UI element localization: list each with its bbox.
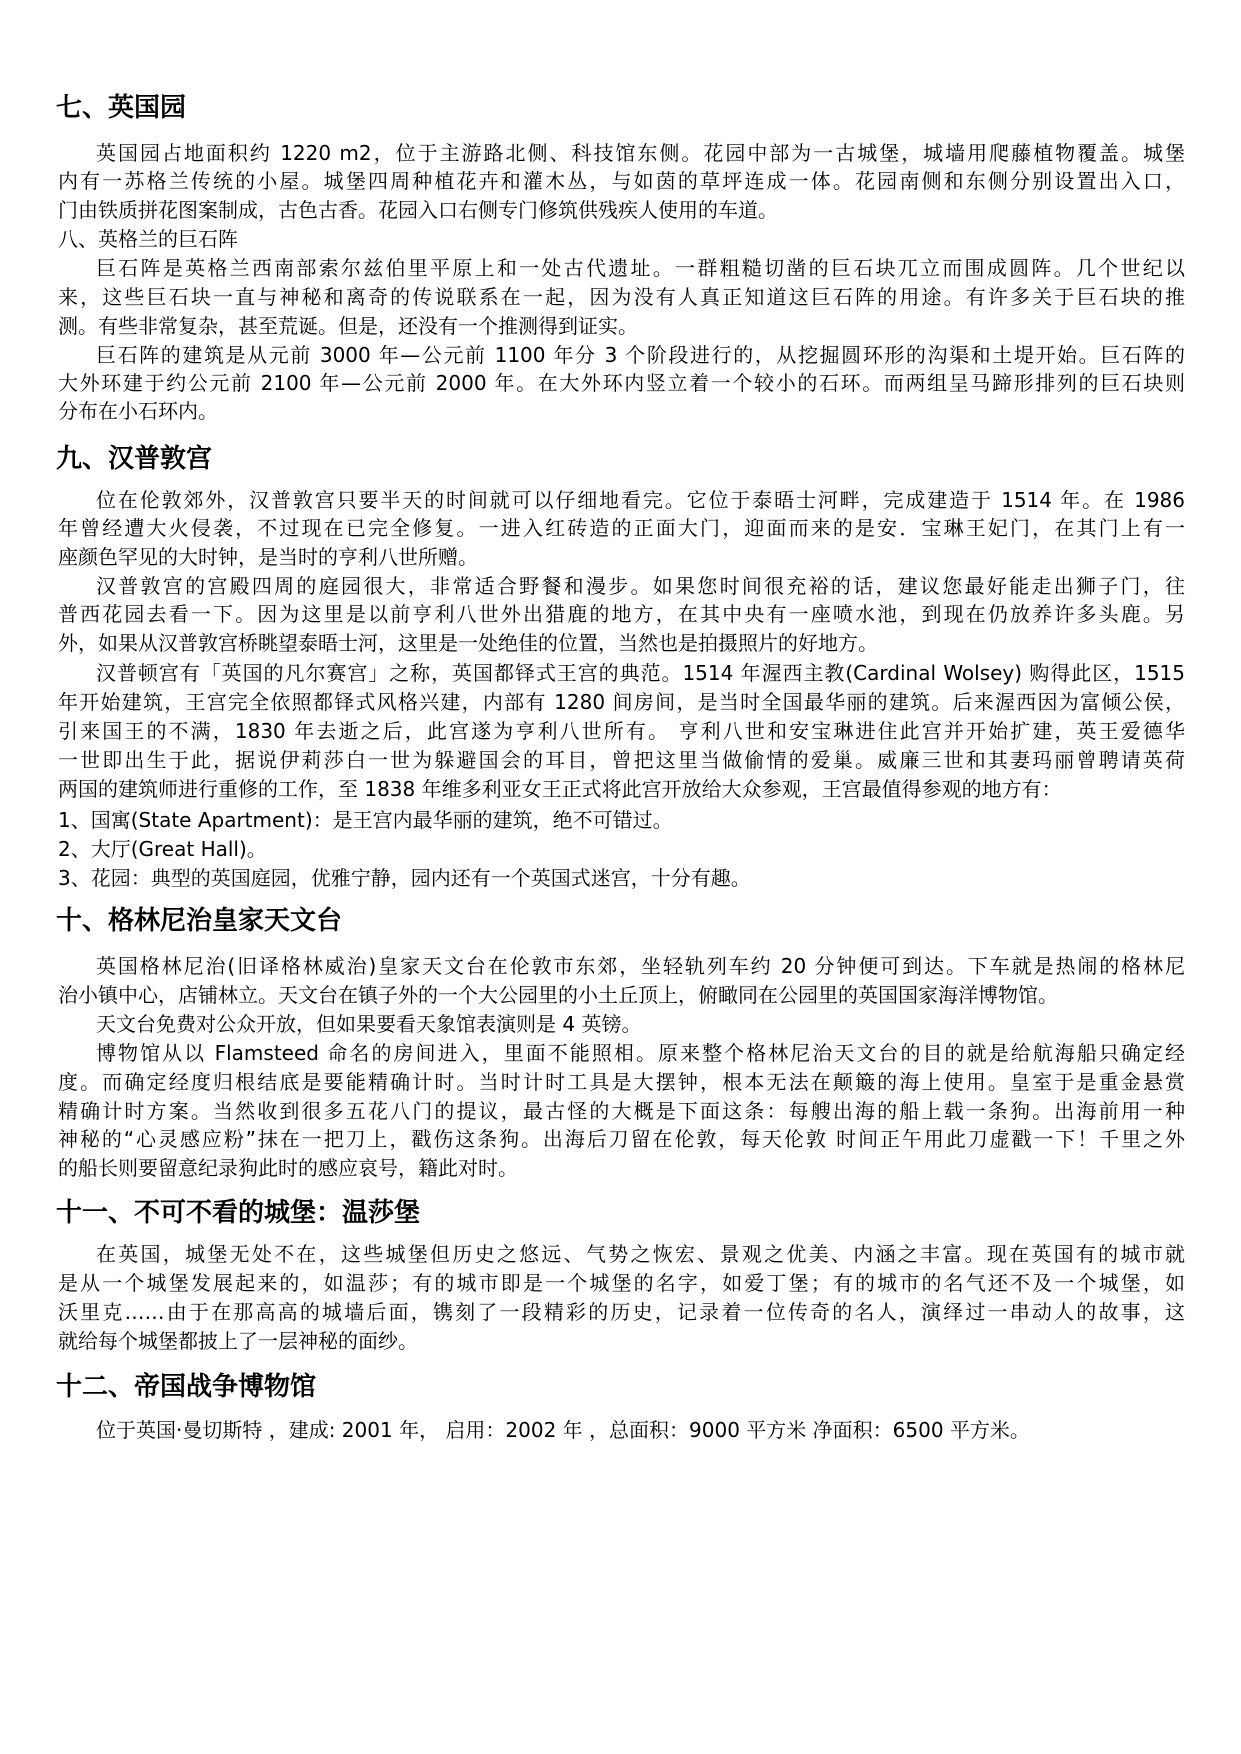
paragraph-line: 度。而确定经度归根结底是要能精确计时。当时计时工具是大摆钟，根本无法在颠簸的海上使用。皇室于是重金悬赏: [58, 1070, 1185, 1094]
paragraph-line: 位在伦敦郊外，汉普敦宫只要半天的时间就可以仔细地看完。它位于泰晤士河畔，完成建造于 1514 年。在 1986: [96, 488, 1185, 512]
section-heading: 十一、不可不看的城堡：温莎堡: [56, 1198, 421, 1228]
paragraph-line: 来，这些巨石块一直与神秘和离奇的传说联系在一起，因为没有人真正知道这巨石阵的用途。有许多关于巨石块的推: [58, 285, 1185, 309]
section-heading: 七、英国园: [56, 93, 187, 123]
paragraph-line: 巨石阵是英格兰西南部索尔兹伯里平原上和一处古代遗址。一群粗糙切凿的巨石块兀立而围成圆阵。几个世纪以: [96, 256, 1185, 280]
paragraph-line: 博物馆从以 Flamsteed 命名的房间进入，里面不能照相。原来整个格林尼治天文台的目的就是给航海船只确定经: [96, 1041, 1185, 1065]
paragraph-line: 是从一个城堡发展起来的，如温莎；有的城市即是一个城堡的名字，如爱丁堡；有的城市的名气还不及一个城堡，如: [58, 1271, 1185, 1295]
paragraph-line: 在英国，城堡无处不在，这些城堡但历史之悠远、气势之恢宏、景观之优美、内涵之丰富。现在英国有的城市就: [96, 1242, 1185, 1266]
paragraph-line: 的船长则要留意纪录狗此时的感应哀号，籍此对时。: [58, 1156, 518, 1180]
paragraph-line: 治小镇中心，店铺林立。天文台在镇子外的一个大公园里的小土丘顶上，俯瞰同在公园里的英国国家海洋博物馆。: [58, 983, 1058, 1007]
paragraph-line: 英国格林尼治(旧译格林威治)皇家天文台在伦敦市东郊，坐轻轨列车约 20 分钟便可到达。下车就是热闹的格林尼: [96, 954, 1185, 978]
paragraph-line: 内有一苏格兰传统的小屋。城堡四周种植花卉和灌木丛，与如茵的草坪连成一体。花园南侧和东侧分别设置出入口，: [58, 169, 1185, 193]
paragraph-line: 一世即出生于此，据说伊莉莎白一世为躲避国会的耳目，曾把这里当做偷情的爱巢。威廉三世和其妻玛丽曾聘请英荷: [58, 748, 1185, 772]
paragraph-line: 座颜色罕见的大时钟，是当时的亨利八世所赠。: [58, 545, 478, 569]
list-item: 3、花园：典型的英国庭园，优雅宁静，园内还有一个英国式迷宫，十分有趣。: [58, 866, 751, 890]
list-item: 1、国寓(State Apartment)：是王宫内最华丽的建筑，绝不可错过。: [58, 808, 673, 832]
paragraph-line: 引来国王的不满，1830 年去逝之后，此宫遂为亨利八世所有。 亨利八世和安宝琳进住此宫并开始扩建，英王爱德华: [58, 719, 1185, 743]
paragraph-line: 汉普顿宫有「英国的凡尔赛宫」之称，英国都铎式王宫的典范。1514 年渥西主教(Cardinal Wolsey) 购得此区，1515: [96, 661, 1185, 685]
paragraph-line: 年曾经遭大火侵袭，不过现在已完全修复。一进入红砖造的正面大门，迎面而来的是安．宝琳王妃门，在其门上有一: [58, 516, 1185, 540]
paragraph-line: 门由铁质拼花图案制成，古色古香。花园入口右侧专门修筑供残疾人使用的车道。: [58, 198, 778, 222]
paragraph-line: 英国园占地面积约 1220 m2，位于主游路北侧、科技馆东侧。花园中部为一古城堡，城墙用爬藤植物覆盖。城堡: [96, 141, 1185, 165]
paragraph-line: 大外环建于约公元前 2100 年—公元前 2000 年。在大外环内竖立着一个较小的石环。而两组呈马蹄形排列的巨石块则: [58, 371, 1185, 395]
section-heading: 九、汉普敦宫: [56, 444, 213, 474]
paragraph-line: 天文台免费对公众开放，但如果要看天象馆表演则是 4 英镑。: [96, 1012, 642, 1036]
paragraph-line: 两国的建筑师进行重修的工作，至 1838 年维多利亚女王正式将此宫开放给大众参观，王宫最值得参观的地方有：: [58, 777, 1062, 801]
paragraph-line: 普西花园去看一下。因为这里是以前亨利八世外出猎鹿的地方，在其中央有一座喷水池，到现在仍放养许多头鹿。另: [58, 602, 1185, 626]
paragraph-line: 分布在小石环内。: [58, 399, 218, 423]
paragraph-line: 沃里克……由于在那高高的城墙后面，镌刻了一段精彩的历史，记录着一位传奇的名人，演绎过一串动人的故事，这: [58, 1300, 1185, 1324]
paragraph-line: 位于英国·曼切斯特 ，建成: 2001 年， 启用：2002 年 ，总面积：9000 平方米 净面积：6500 平方米。: [96, 1418, 1030, 1442]
list-item: 八、英格兰的巨石阵: [58, 227, 238, 251]
paragraph-line: 年开始建筑，王宫完全依照都铎式风格兴建，内部有 1280 间房间，是当时全国最华丽的建筑。后来渥西因为富倾公侯，: [58, 690, 1185, 714]
paragraph-line: 汉普敦宫的宫殿四周的庭园很大，非常适合野餐和漫步。如果您时间很充裕的话，建议您最好能走出狮子门，往: [96, 574, 1185, 598]
paragraph-line: 测。有些非常复杂，甚至荒诞。但是，还没有一个推测得到证实。: [58, 314, 638, 338]
paragraph-line: 巨石阵的建筑是从元前 3000 年—公元前 1100 年分 3 个阶段进行的，从挖掘圆环形的沟渠和土堤开始。巨石阵的: [96, 343, 1185, 367]
paragraph-line: 外，如果从汉普敦宫桥眺望泰晤士河，这里是一处绝佳的位置，当然也是拍摄照片的好地方。: [58, 631, 878, 655]
section-heading: 十、格林尼治皇家天文台: [56, 906, 343, 936]
paragraph-line: 就给每个城堡都披上了一层神秘的面纱。: [58, 1329, 418, 1353]
list-item: 2、大厅(Great Hall)。: [58, 837, 267, 861]
paragraph-line: 神秘的“心灵感应粉”抹在一把刀上，戳伤这条狗。出海后刀留在伦敦，每天伦敦 时间正午用此刀虚戳一下！千里之外: [58, 1127, 1185, 1151]
section-heading: 十二、帝国战争博物馆: [56, 1372, 317, 1402]
paragraph-line: 精确计时方案。当然收到很多五花八门的提议，最古怪的大概是下面这条：每艘出海的船上载一条狗。出海前用一种: [58, 1099, 1185, 1123]
